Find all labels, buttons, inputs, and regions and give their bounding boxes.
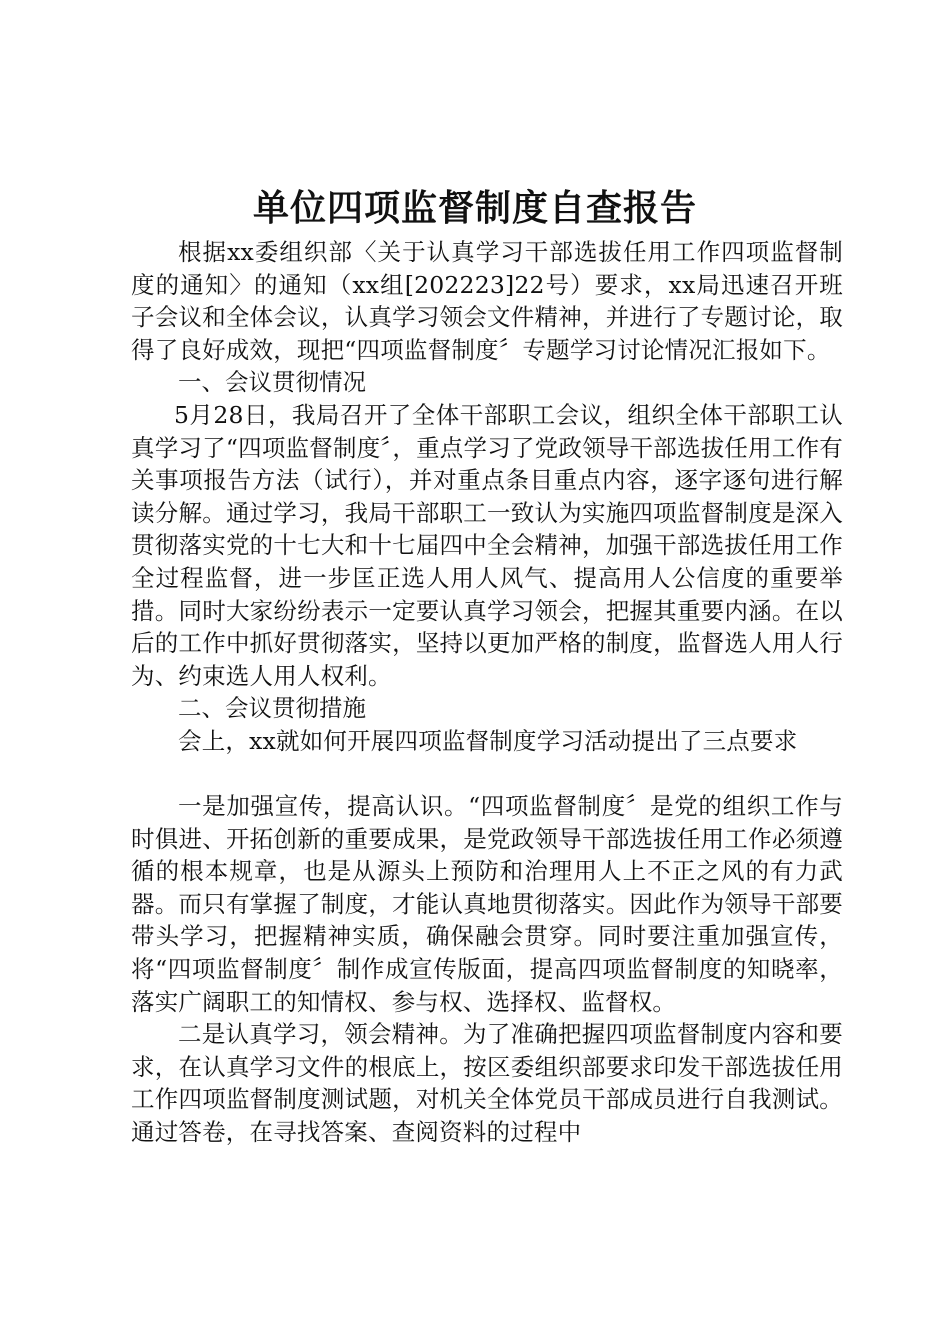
document-title: 单位四项监督制度自查报告 [252,187,697,229]
section-2-intro-paragraph: 会上，xx就如何开展四项监督制度学习活动提出了三点要求 [178,726,798,755]
point-2-paragraph: 二是认真学习，领会精神。为了准确把握四项监督制度内容和要求，在认真学习文件的根底上，按区委组织部要求印发干部选拔任用工作四项监督制度测试题，对机关全体党员干部成员进行自我测试。通过答卷，在寻找答案、查阅资料的过程中 [131,1020,843,1147]
section-heading-2: 二、会议贯彻措施 [178,694,366,723]
section-1-paragraph: 5月28日，我局召开了全体干部职工会议，组织全体干部职工认真学习了“四项监督制度〞，重点学习了党政领导干部选拔任用工作有关事项报告方法（试行），并对重点条目重点内容，逐字逐句进行解读分解。通过学习，我局干部职工一致认为实施四项监督制度是深入贯彻落实党的十七大和十七届四中全会精神，加强干部选拔任用工作全过程监督，进一步匡正选人用人风气、提高用人公信度的重要举措。同时大家纷纷表示一定要认真学习领会，把握其重要内涵。在以后的工作中抓好贯彻落实，坚持以更加严格的制度，监督选人用人行为、约束选人用人权利。 [131,400,843,690]
section-heading-1: 一、会议贯彻情况 [178,368,366,397]
document-body [131,236,843,1149]
intro-paragraph: 根据xx委组织部〈关于认真学习干部选拔任用工作四项监督制度的通知〉的通知（xx组[202223]22号）要求，xx局迅速召开班子会议和全体会议，认真学习领会文件精神，并进行了专题讨论，取得了良好成效，现把“四项监督制度〞专题学习讨论情况汇报如下。 [131,238,843,364]
blank-line [131,758,843,791]
point-1-paragraph: 一是加强宣传，提高认识。“四项监督制度〞是党的组织工作与时俱进、开拓创新的重要成果，是党政领导干部选拔任用工作必须遵循的根本规章，也是从源头上预防和治理用人上不正之风的有力武器。而只有掌握了制度，才能认真地贯彻落实。因此作为领导干部要带头学习，把握精神实质，确保融会贯穿。同时要注重加强宣传，将“四项监督制度〞制作成宣传版面，提高四项监督制度的知晓率，落实广阔职工的知情权、参与权、选择权、监督权。 [131,792,843,1016]
